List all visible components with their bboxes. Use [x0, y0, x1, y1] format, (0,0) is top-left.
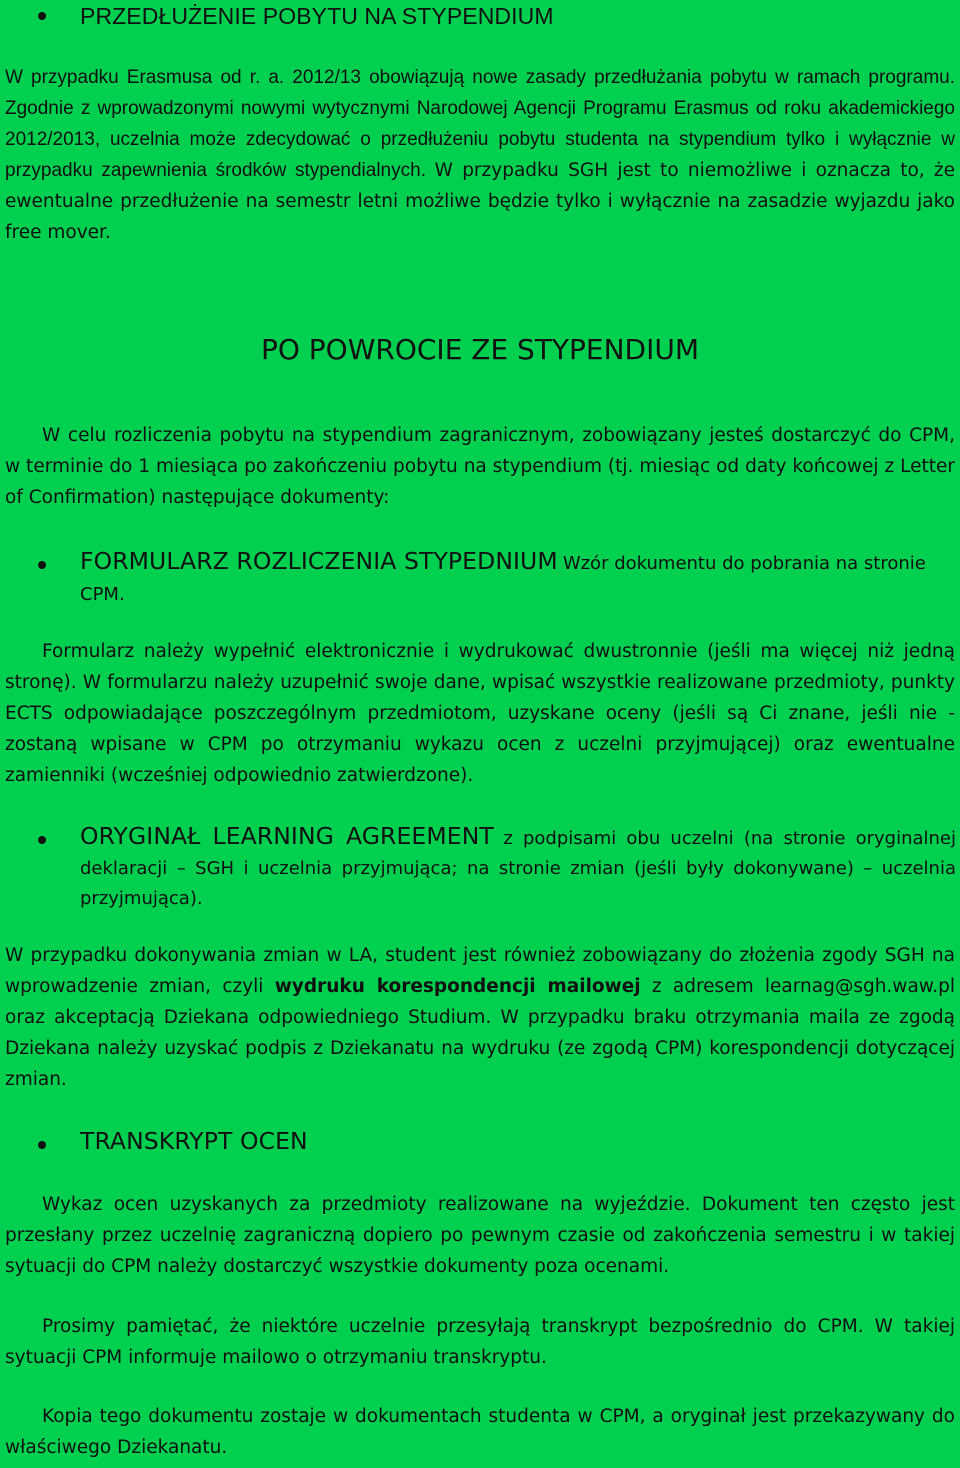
- paragraph-przedluzenie: [5, 62, 955, 248]
- bullet-dot: [38, 836, 46, 844]
- item-formularz-subtitle: Wzór dokumentu do pobrania na stronie CPM.: [80, 553, 926, 605]
- paragraph-formularz-text: Formularz należy wypełnić elektronicznie i wydrukować dwustronnie (jeśli ma więcej niż jedną stronę). W formularzu należy uzupełnić swoje dane, wpisać wszystkie realizowane przedmioty, punkty ECTS odpowiadające poszczególnym przedmiotom, uzyskane oceny (jeśli są Ci znane, jeśli nie - zostaną wpisane w CPM po otrzymaniu wykazu ocen z uczelni przyjmującej) oraz ewentualne zamienniki (wcześniej odpowiednio zatwierdzone).: [5, 641, 955, 786]
- item-formularz-title: FORMULARZ ROZLICZENIA STYPEDNIUM: [80, 547, 558, 575]
- item-formularz: [80, 546, 956, 610]
- paragraph-po-powrocie: [5, 420, 955, 513]
- paragraph-la-bold: wydruku korespondencji mailowej: [274, 976, 641, 997]
- section-heading-przedluzenie: PRZEDŁUŻENIE POBYTU NA STYPENDIUM: [80, 3, 554, 29]
- paragraph-transkrypt-1: [5, 1189, 955, 1282]
- bullet-dot: [38, 12, 46, 20]
- paragraph-transkrypt-1-text: Wykaz ocen uzyskanych za przedmioty realizowane na wyjeździe. Dokument ten często jest przesłany przez uczelnię zagraniczną dopiero po pewnym czasie od zakończenia semestru i w takiej sytuacji do CPM należy dostarczyć wszystkie dokumenty poza ocenami.: [5, 1194, 955, 1277]
- item-transkrypt: [80, 1126, 956, 1159]
- paragraph-la-part-b: z adresem learnag@sgh.waw.pl oraz akceptacją Dziekana odpowiedniego Studium. W przypadku braku otrzymania maila ze zgodą Dziekana należy uzyskać podpis z Dziekanatu na wydruku (ze zgodą CPM) korespondencji dotyczącej zmian.: [5, 976, 955, 1090]
- item-learning-agreement: [80, 821, 956, 914]
- item-learning-agreement-subtitle: z podpisami obu uczelni (na stronie oryginalnej deklaracji – SGH i uczelnia przyjmująca; na stronie zmian (jeśli były dokonywane) – uczelnia przyjmująca).: [80, 828, 956, 909]
- paragraph-transkrypt-3: [5, 1401, 955, 1463]
- bullet-dot: [38, 1141, 46, 1149]
- paragraph-po-powrocie-text: W celu rozliczenia pobytu na stypendium zagranicznym, zobowiązany jesteś dostarczyć do CPM, w terminie do 1 miesiąca po zakończeniu pobytu na stypendium (tj. miesiąc od daty końcowej z Letter of Confirmation) następujące dokumenty:: [5, 425, 955, 508]
- section-heading-po-powrocie: PO POWROCIE ZE STYPENDIUM: [260, 333, 700, 366]
- item-transkrypt-title: TRANSKRYPT OCEN: [80, 1127, 308, 1155]
- paragraph-przedluzenie-cont: W przypadku SGH jest to niemożliwe i oznacza to, że ewentualne przedłużenie na semestr letni możliwe będzie tylko i wyłącznie na zasadzie wyjazdu jako free mover.: [5, 160, 955, 243]
- paragraph-formularz: [5, 636, 955, 791]
- item-learning-agreement-title: ORYGINAŁ LEARNING AGREEMENT: [80, 822, 494, 850]
- paragraph-la-part-a: W przypadku dokonywania zmian w LA, student jest również zobowiązany do złożenia zgody SGH na wprowadzenie zmian, czyli: [5, 945, 955, 997]
- paragraph-transkrypt-2-text: Prosimy pamiętać, że niektóre uczelnie przesyłają transkrypt bezpośrednio do CPM. W takiej sytuacji CPM informuje mailowo o otrzymaniu transkryptu.: [5, 1316, 955, 1368]
- bullet-dot: [38, 561, 46, 569]
- paragraph-learning-agreement: [5, 940, 955, 1095]
- paragraph-transkrypt-2: [5, 1311, 955, 1373]
- paragraph-przedluzenie-text: W przypadku Erasmusa od r. a. 2012/13 obowiązują nowe zasady przedłużania pobytu w ramach programu. Zgodnie z wprowadzonymi nowymi wytycznymi Narodowej Agencji Programu Erasmus od roku akademickiego 2012/2013, uczelnia może zdecydować o przedłużeniu pobytu studenta na stypendium tylko i wyłącznie w przypadku zapewnienia środków stypendialnych.: [5, 67, 955, 181]
- paragraph-transkrypt-3-text: Kopia tego dokumentu zostaje w dokumentach studenta w CPM, a oryginał jest przekazywany do właściwego Dziekanatu.: [5, 1406, 955, 1458]
